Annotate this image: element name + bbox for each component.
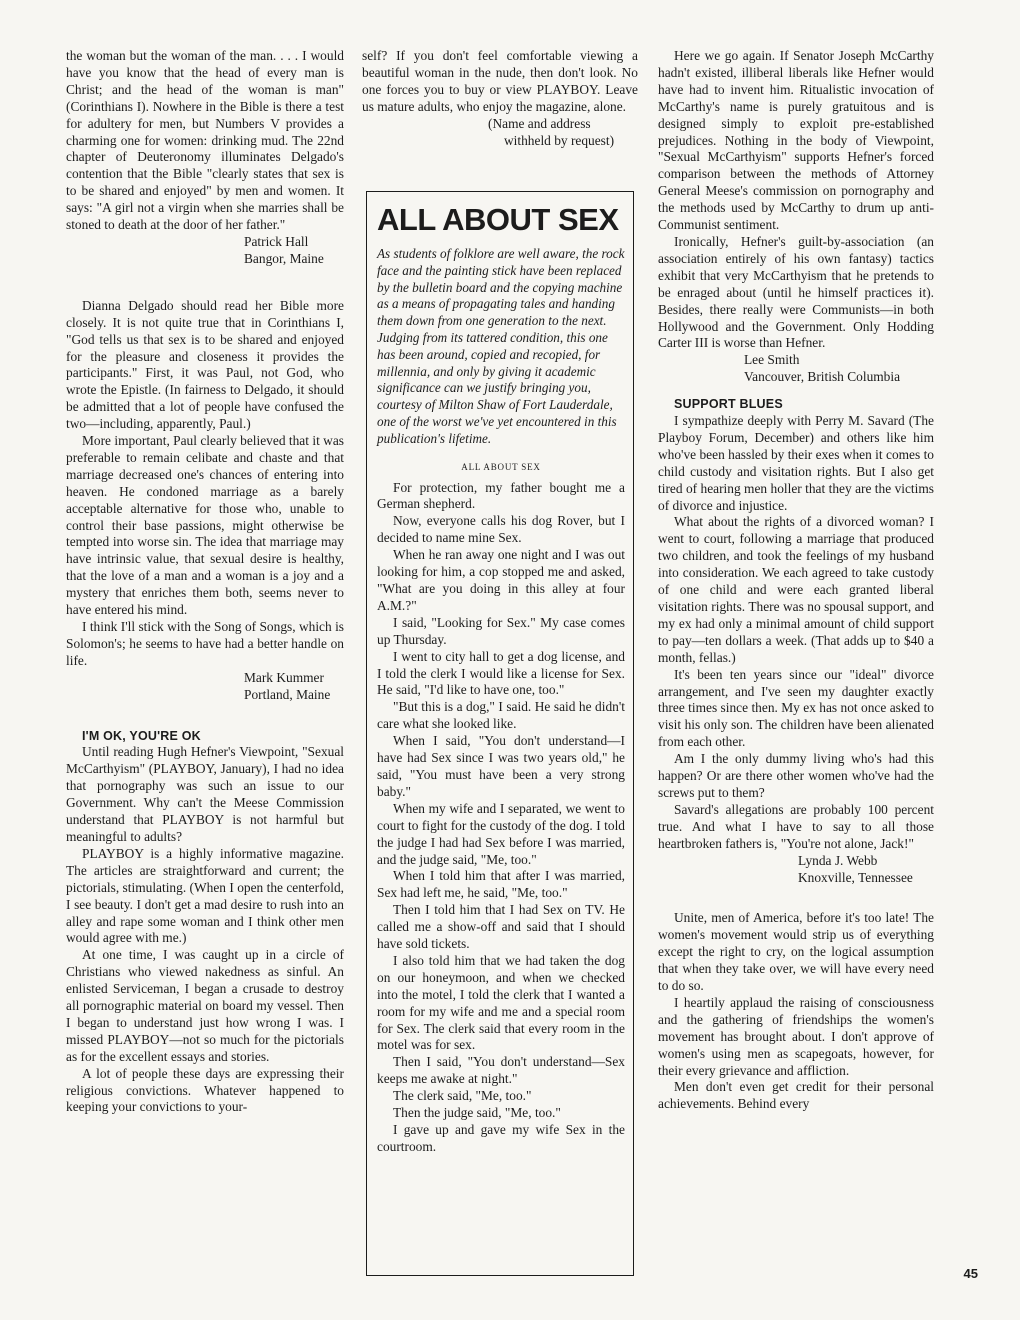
box-title: ALL ABOUT SEX: [377, 202, 619, 237]
sidebar-box: [366, 191, 634, 1276]
box-intro: As students of folklore are well aware, the rock face and the painting stick have been replaced by the bulletin board and the copying machine as a means of propagating tales and handing them down from one generation to the next. Judging from its tattered condition, this one has been around, copied and recopied, for millennia, and only by giving it academic significance can we justify bringing you, courtesy of Milton Shaw of Fort Lauderdale, one of the worst we've yet encountered in this publication's lifetime.: [377, 246, 625, 446]
letter-paragraph: self? If you don't feel comfortable viewing a beautiful woman in the nude, then don't look. No one forces you to buy or view PLAYBOY. Leave us mature adults, who enjoy the magazine, alone.: [362, 48, 638, 114]
letter-paragraph: I heartily applaud the raising of consciousness and the gathering of friendships the women's movement has brought about. I don't approve of women's using men as scapegoats, however, for their every grievance and affliction.: [658, 994, 934, 1078]
letter-paragraph: Dianna Delgado should read her Bible more closely. It is not quite true that in Corinthians I, "God tells us that sex is to be shared and enjoyed for the pleasure and closeness it provides the participants." First, it was Paul, not God, who wrote the Epistle. (In fairness to Delgado, it should be admitted that a lot of people have confused the two—including, apparently, Paul.): [66, 297, 344, 432]
box-paragraph: Then I told him that I had Sex on TV. He called me a show-off and said that I should have sold tickets.: [377, 902, 625, 952]
box-paragraph: For protection, my father bought me a German shepherd.: [377, 479, 625, 512]
letter-paragraph: What about the rights of a divorced woman? I went to court, following a marriage that produced two children, and took the feelings of my husband into consideration. We each agreed to take custody of one child and were each granted liberal visitation rights. There was no spousal support, and my ex had only a minimal amount of child support to pay—ten dollars a week. (That adds up to $40 a month, fellas.): [658, 514, 934, 665]
signature-name: Lee Smith: [744, 352, 800, 368]
letter-paragraph: At one time, I was caught up in a circle of Christians who viewed nakedness as sinful. An enlisted Serviceman, I began a crusade to destroy all pornographic material on board my vessel. Then I began to understand just how wrong I was. I missed PLAYBOY—not so much for the pictorials as for the excellent essays and stories.: [66, 947, 344, 1064]
box-paragraph: I went to city hall to get a dog license, and I told the clerk I would like a license for Sex. He said, "I'd like to have one, too.": [377, 648, 625, 698]
box-paragraph: Then the judge said, "Me, too.": [393, 1105, 561, 1121]
letter-paragraph: Ironically, Hefner's guilt-by-association (an association entirely of his own fantasy) tactics exhibit that very McCarthyism that he pretends to be enraged about (until he himself practices it). Besides, there really were Communists—in both Hollywood and the Government. Only Hodding Carter III is worse than Hefner.: [658, 233, 934, 351]
signature: [66, 670, 344, 704]
signature: [658, 853, 934, 887]
signature-name: Patrick Hall: [244, 233, 309, 249]
signature-place: Portland, Maine: [244, 686, 331, 702]
section-heading: I'M OK, YOU'RE OK: [82, 728, 201, 743]
box-paragraph: I said, "Looking for Sex." My case comes up Thursday.: [377, 614, 625, 647]
letter-paragraph: Here we go again. If Senator Joseph McCarthy hadn't existed, illiberal liberals like Hefner would have had to invent him. Ritualistic invocation of McCarthy's name is purely gratuitous and is designed simply to exploit pre-established prejudices. Nothing in the body of Viewpoint, "Sexual McCarthyism" supports Hefner's forced comparison between the methods of Attorney General Meese's commission on pornography and the methods used by McCarthy to drum up anti-Communist sentiment.: [658, 48, 934, 233]
letter-paragraph: More important, Paul clearly believed that it was preferable to remain celibate and chaste and that marriage decreased one's chances of entering into heaven. He condoned marriage as a barely acceptable alternative for those who, unable to control their base passions, might otherwise be tempted into worse sin. The idea that marriage may have intrinsic value, that sexual desire is healthy, that the love of a man and a woman is a joy and a mystery that enriches them both, seems never to have entered his mind.: [66, 433, 344, 618]
signature-line: withheld by request): [504, 132, 615, 148]
column-middle: [362, 48, 638, 149]
letter-paragraph: Men don't even get credit for their personal achievements. Behind every: [658, 1079, 934, 1112]
box-paragraph: I gave up and gave my wife Sex in the courtroom.: [377, 1122, 625, 1154]
signature-place: Bangor, Maine: [244, 250, 324, 266]
letter-paragraph: Savard's allegations are probably 100 percent true. And what I have to say to all those heartbroken fathers is, "You're not alone, Jack!": [658, 801, 934, 851]
letter-paragraph: I think I'll stick with the Song of Songs, which is Solomon's; he seems to have had a better handle on life.: [66, 619, 344, 668]
box-paragraph: The clerk said, "Me, too.": [393, 1088, 532, 1104]
box-subtitle: ALL ABOUT SEX: [461, 461, 541, 472]
letter-paragraph: PLAYBOY is a highly informative magazine. The articles are straightforward and current; the pictorials, stimulating. (When I open the centerfold, I see beauty. I don't get a mad desire to rush into an alley and rape some woman and I think other men would agree with me.): [66, 845, 344, 946]
box-paragraph: Now, everyone calls his dog Rover, but I decided to name mine Sex.: [377, 513, 625, 546]
letter-paragraph: I sympathize deeply with Perry M. Savard (The Playboy Forum, December) and others like him who've been hassled by their exes when it comes to child custody and visitation rights. But I also get tired of hearing men holler that they are the victims of divorce and injustice.: [658, 413, 934, 513]
column-right: [658, 48, 934, 1113]
box-paragraph: When I said, "You don't understand—I have had Sex since I was two years old," he said, "You must have been a very strong baby.": [377, 733, 625, 799]
signature: [488, 116, 638, 150]
signature-line: (Name and address: [488, 115, 591, 131]
box-paragraph: I also told him that we had taken the dog on our honeymoon, and when we checked into the motel, I told the clerk that I wanted a room for my wife and me and a special room for Sex. The clerk said that every room in the motel was for sex.: [377, 952, 625, 1053]
signature: [66, 234, 344, 268]
signature-name: Mark Kummer: [244, 669, 324, 685]
signature-place: Knoxville, Tennessee: [798, 869, 913, 885]
letter-paragraph: the woman but the woman of the man. . . . I would have you know that the head of every man is Christ; and the head of the woman is man" (Corinthians I). Nowhere in the Bible is there a test for adultery for men, but Numbers V provides a charming one for women: drinking mud. The 22nd chapter of Deuteronomy illuminates Delgado's contention that the Bible "clearly states that sex is to be shared and enjoyed" by men and women. It says: "A girl not a virgin when she marries shall be stoned to death at the door of her father.": [66, 48, 344, 233]
column-left: [66, 48, 344, 1116]
signature-place: Vancouver, British Columbia: [744, 369, 901, 385]
box-paragraph: "But this is a dog," I said. He said he didn't care what she looked like.: [377, 699, 625, 732]
box-body: [377, 480, 625, 1156]
letter-paragraph: It's been ten years since our "ideal" divorce arrangement, and I've seen my daughter exactly three times since then. My ex has not once asked to visit his only son. The children have been alienated from each other.: [658, 666, 934, 750]
page-number: 45: [963, 1266, 978, 1281]
signature: [658, 352, 934, 386]
letter-paragraph: Until reading Hugh Hefner's Viewpoint, "Sexual McCarthyism" (PLAYBOY, January), I had no idea that pornography was such an issue to our Government. Why can't the Meese Commission understand that PLAYBOY is not harmful but meaningful to adults?: [66, 744, 344, 844]
box-paragraph: When my wife and I separated, we went to court to fight for the custody of the dog. I told the judge I had had Sex before I was married, and the judge said, "Me, too.": [377, 800, 625, 867]
letter-paragraph: A lot of people these days are expressing their religious convictions. Whatever happened to keeping your convictions to your-: [66, 1065, 344, 1115]
letter-paragraph: Unite, men of America, before it's too late! The women's movement would strip us of everything except the right to cry, on the logical assumption that when they take over, we will have every need to do so.: [658, 910, 934, 994]
signature-name: Lynda J. Webb: [798, 852, 878, 868]
letter-paragraph: Am I the only dummy living who's had this happen? Or are there other women who've had the screws put to them?: [658, 751, 934, 800]
box-paragraph: When he ran away one night and I was out looking for him, a cop stopped me and asked, "What are you doing in this alley at four A.M.?": [377, 547, 625, 613]
box-paragraph: Then I said, "You don't understand—Sex keeps me awake at night.": [377, 1054, 625, 1087]
box-paragraph: When I told him that after I was married, Sex had left me, he said, "Me, too.": [377, 868, 625, 901]
section-heading: SUPPORT BLUES: [674, 397, 783, 412]
